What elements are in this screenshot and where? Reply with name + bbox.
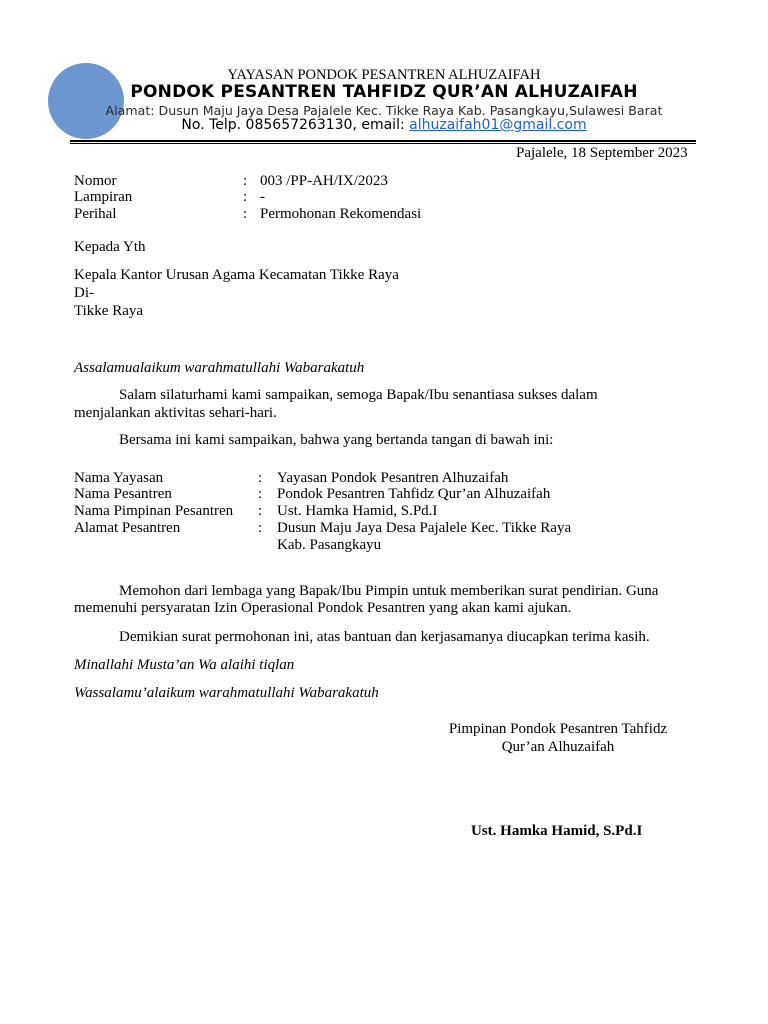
paragraph-1-line-1: Salam silaturhami kami sampaikan, semoga Bapak/Ibu senantiasa sukses dalam — [119, 387, 598, 403]
alamat-colon: : — [258, 520, 263, 536]
nomor-value: 003 /PP-AH/IX/2023 — [260, 173, 388, 189]
school-name: PONDOK PESANTREN TAHFIDZ QUR’AN ALHUZAIFAH — [130, 82, 638, 102]
opening-salam: Assalamualaikum warahmatullahi Wabarakatuh — [74, 360, 365, 376]
nomor-colon: : — [243, 173, 248, 189]
perihal-value: Permohonan Rekomendasi — [260, 206, 422, 222]
alamat-value-2: Kab. Pasangkayu — [277, 537, 382, 553]
nomor-label: Nomor — [74, 173, 117, 189]
signature-name: Ust. Hamka Hamid, S.Pd.I — [471, 823, 643, 839]
pesantren-value: Pondok Pesantren Tahfidz Qur’an Alhuzaifah — [277, 486, 551, 502]
closing-line-1: Minallahi Musta’an Wa alaihi tiqlan — [74, 657, 295, 673]
yayasan-label: Nama Yayasan — [74, 470, 164, 486]
pimpinan-label: Nama Pimpinan Pesantren — [74, 503, 234, 519]
header-divider-thick — [70, 140, 696, 142]
paragraph-3-line-2: memenuhi persyaratan Izin Operasional Pondok Pesantren yang akan kami ajukan. — [74, 600, 572, 616]
yayasan-colon: : — [258, 470, 263, 486]
paragraph-3-line-1: Memohon dari lembaga yang Bapak/Ibu Pimpin untuk memberikan surat pendirian. Guna — [119, 583, 659, 599]
alamat-value-1: Dusun Maju Jaya Desa Pajalele Kec. Tikke Raya — [277, 520, 572, 536]
recipient-line-3: Tikke Raya — [74, 303, 144, 319]
recipient-line-1: Kepala Kantor Urusan Agama Kecamatan Tikke Raya — [74, 267, 399, 283]
yayasan-value: Yayasan Pondok Pesantren Alhuzaifah — [277, 470, 509, 486]
pimpinan-colon: : — [258, 503, 263, 519]
alamat-label: Alamat Pesantren — [74, 520, 181, 536]
perihal-label: Perihal — [74, 206, 117, 222]
letter-date: Pajalele, 18 September 2023 — [516, 145, 688, 161]
perihal-colon: : — [243, 206, 248, 222]
pesantren-colon: : — [258, 486, 263, 502]
paragraph-2: Bersama ini kami sampaikan, bahwa yang bertanda tangan di bawah ini: — [119, 432, 554, 448]
lampiran-value: - — [260, 189, 265, 205]
lampiran-label: Lampiran — [74, 189, 133, 205]
recipient-line-2: Di- — [74, 285, 94, 301]
email-link[interactable]: alhuzaifah01@gmail.com — [409, 117, 587, 133]
school-address: Alamat: Dusun Maju Jaya Desa Pajalele Kec. Tikke Raya Kab. Pasangkayu,Sulawesi Barat — [105, 103, 663, 118]
signature-title-1: Pimpinan Pondok Pesantren Tahfidz — [448, 721, 668, 737]
recipient-greeting: Kepada Yth — [74, 239, 146, 255]
lampiran-colon: : — [243, 189, 248, 205]
phone-text: No. Telp. 085657263130, email: — [181, 117, 410, 133]
header-divider-thin — [70, 143, 696, 144]
pimpinan-value: Ust. Hamka Hamid, S.Pd.I — [277, 503, 438, 519]
contact-line — [0, 117, 768, 133]
paragraph-4: Demikian surat permohonan ini, atas bantuan dan kerjasamanya diucapkan terima kasih. — [119, 629, 650, 645]
closing-salam: Wassalamu’alaikum warahmatullahi Wabarakatuh — [74, 685, 379, 701]
pesantren-label: Nama Pesantren — [74, 486, 172, 502]
paragraph-1-line-2: menjalankan aktivitas sehari-hari. — [74, 405, 277, 421]
foundation-name: YAYASAN PONDOK PESANTREN ALHUZAIFAH — [227, 67, 541, 83]
signature-title-2: Qur’an Alhuzaifah — [501, 739, 615, 755]
